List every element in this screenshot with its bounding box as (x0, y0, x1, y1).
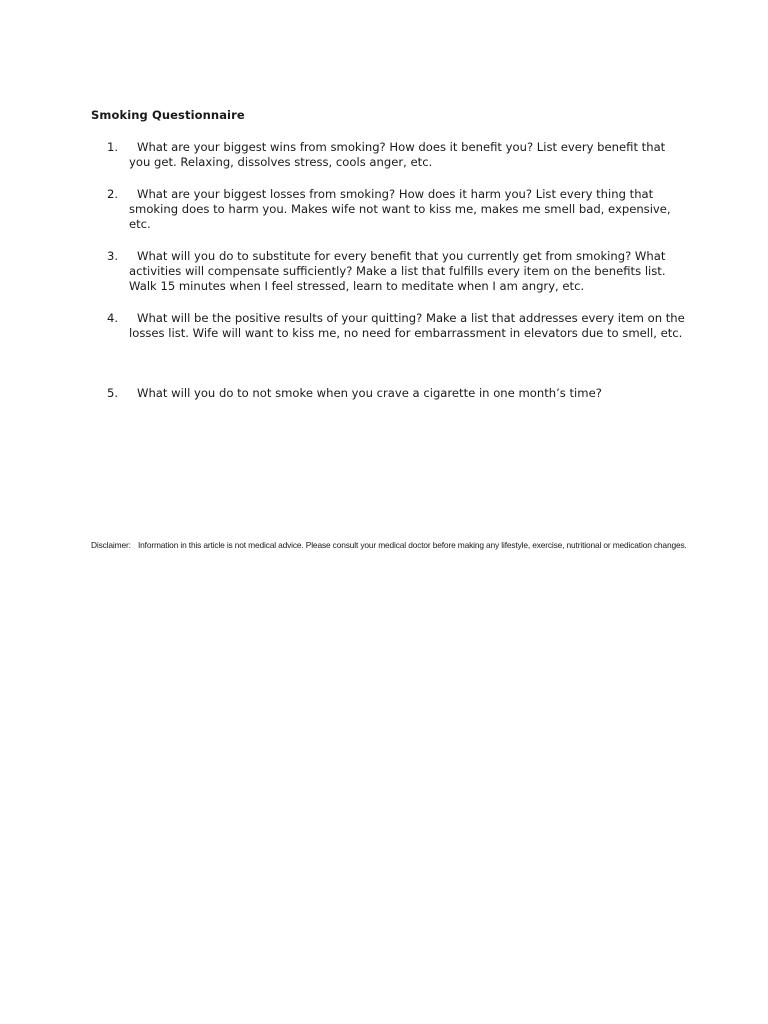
question-number: 4. (107, 311, 119, 325)
disclaimer (91, 538, 691, 553)
question-item-5 (107, 386, 687, 401)
question-item-1 (107, 140, 687, 170)
question-text: What will be the positive results of your quitting? Make a list that addresses every item on the losses list. Wife will want to kiss me, no need for embarrassment in elevators due to smell, etc. (129, 311, 685, 340)
question-number: 2. (107, 187, 119, 201)
question-text: What will you do to not smoke when you crave a cigarette in one month’s time? (137, 386, 602, 400)
question-text: What will you do to substitute for every benefit that you currently get from smoking? What activities will compensate sufficiently? Make a list that fulfills every item on the benefits list. Walk 15 minutes when I feel stressed, learn to meditate when I am angry, etc. (129, 249, 666, 293)
question-text: What are your biggest losses from smoking? How does it harm you? List every thing that smoking does to harm you. Makes wife not want to kiss me, makes me smell bad, expensive, etc. (129, 187, 671, 231)
document-title: Smoking Questionnaire (91, 108, 245, 122)
question-number: 5. (107, 386, 119, 400)
question-item-4 (107, 311, 687, 341)
question-number: 1. (107, 140, 119, 154)
question-number: 3. (107, 249, 119, 263)
question-text: What are your biggest wins from smoking? How does it benefit you? List every benefit that you get. Relaxing, dissolves stress, cools anger, etc. (129, 140, 666, 169)
question-item-3 (107, 249, 687, 294)
disclaimer-text: Information in this article is not medical advice. Please consult your medical doctor before making any lifestyle, exercise, nutritional or medication changes. (137, 540, 687, 550)
disclaimer-label: Disclaimer: (91, 540, 131, 550)
question-item-2 (107, 187, 687, 232)
